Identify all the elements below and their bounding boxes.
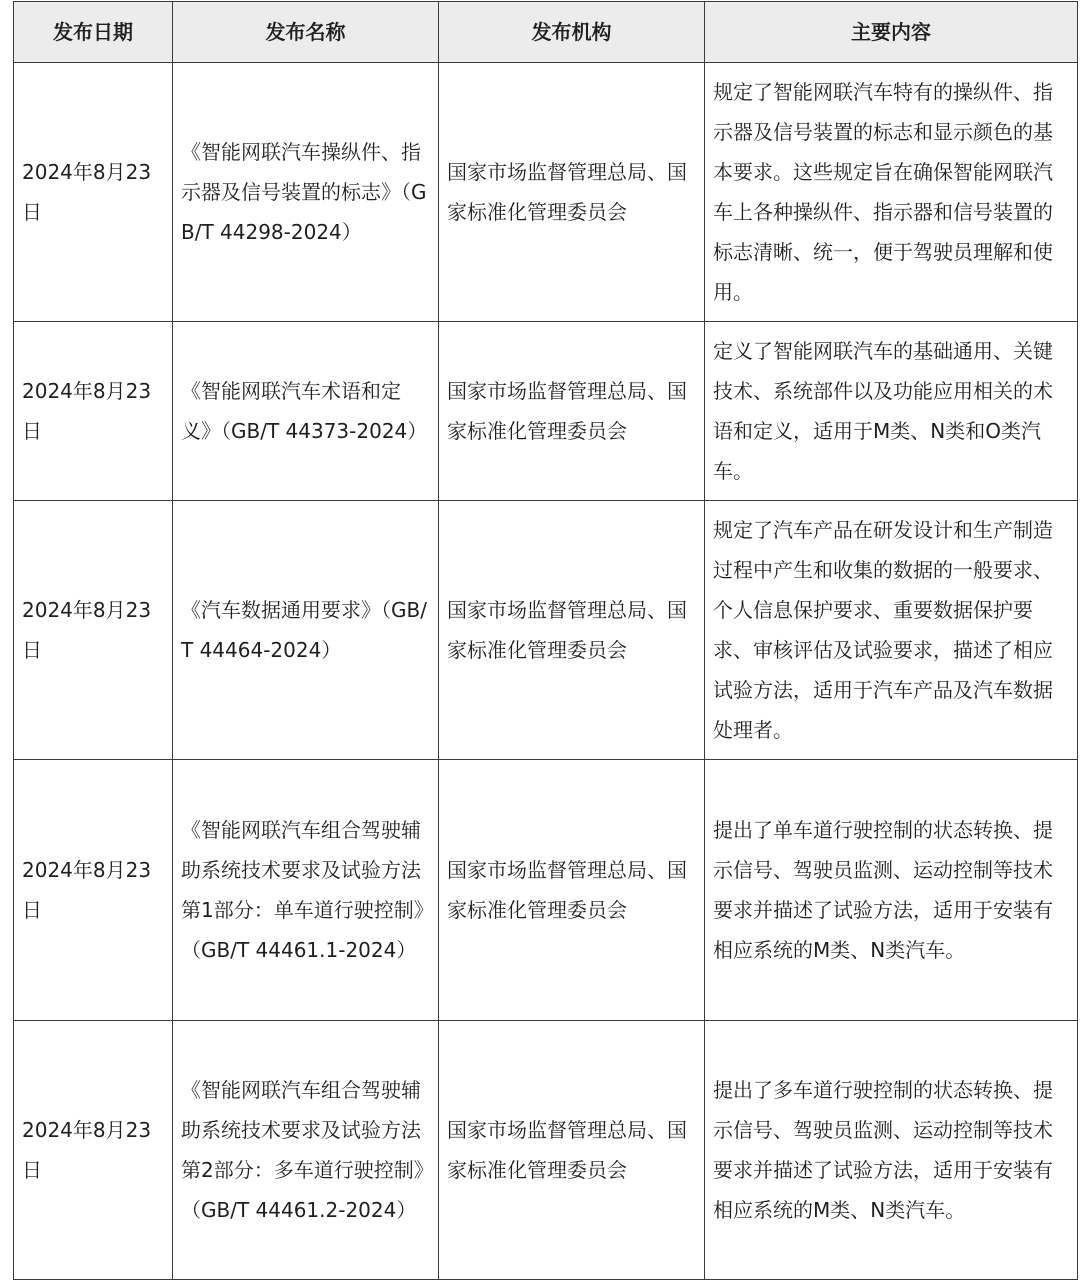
table-row (14, 760, 1078, 1021)
release-org-cell: 国家市场监督管理总局、国家标准化管理委员会 (439, 760, 705, 1021)
release-name-cell: 《智能网联汽车组合驾驶辅助系统技术要求及试验方法第2部分：多车道行驶控制》（GB/T 44461.2-2024） (173, 1021, 439, 1280)
table-header-row (14, 2, 1078, 63)
release-org-cell: 国家市场监督管理总局、国家标准化管理委员会 (439, 322, 705, 501)
table-row (14, 63, 1078, 322)
release-org-cell: 国家市场监督管理总局、国家标准化管理委员会 (439, 1021, 705, 1280)
release-name-cell: 《智能网联汽车术语和定义》（GB/T 44373-2024） (173, 322, 439, 501)
header-release-name: 发布名称 (173, 2, 439, 63)
release-date-cell: 2024年8月23日 (14, 501, 173, 760)
release-org-cell: 国家市场监督管理总局、国家标准化管理委员会 (439, 63, 705, 322)
header-main-content: 主要内容 (705, 2, 1078, 63)
release-org-cell: 国家市场监督管理总局、国家标准化管理委员会 (439, 501, 705, 760)
release-date-cell: 2024年8月23日 (14, 322, 173, 501)
release-date-cell: 2024年8月23日 (14, 1021, 173, 1280)
release-name-cell: 《智能网联汽车操纵件、指示器及信号装置的标志》（GB/T 44298-2024） (173, 63, 439, 322)
main-content-cell: 规定了智能网联汽车特有的操纵件、指示器及信号装置的标志和显示颜色的基本要求。这些规定旨在确保智能网联汽车上各种操纵件、指示器和信号装置的标志清晰、统一，便于驾驶员理解和使用。 (705, 63, 1078, 322)
main-content-cell: 规定了汽车产品在研发设计和生产制造过程中产生和收集的数据的一般要求、个人信息保护要求、重要数据保护要求、审核评估及试验要求，描述了相应试验方法，适用于汽车产品及汽车数据处理者。 (705, 501, 1078, 760)
main-content-cell: 定义了智能网联汽车的基础通用、关键技术、系统部件以及功能应用相关的术语和定义，适用于M类、N类和O类汽车。 (705, 322, 1078, 501)
standards-table (13, 1, 1078, 1280)
release-date-cell: 2024年8月23日 (14, 760, 173, 1021)
header-release-org: 发布机构 (439, 2, 705, 63)
release-date-cell: 2024年8月23日 (14, 63, 173, 322)
header-release-date: 发布日期 (14, 2, 173, 63)
release-name-cell: 《汽车数据通用要求》（GB/T 44464-2024） (173, 501, 439, 760)
main-content-cell: 提出了单车道行驶控制的状态转换、提示信号、驾驶员监测、运动控制等技术要求并描述了试验方法，适用于安装有相应系统的M类、N类汽车。 (705, 760, 1078, 1021)
table-row (14, 322, 1078, 501)
table-row (14, 1021, 1078, 1280)
table-row (14, 501, 1078, 760)
release-name-cell: 《智能网联汽车组合驾驶辅助系统技术要求及试验方法第1部分：单车道行驶控制》（GB/T 44461.1-2024） (173, 760, 439, 1021)
main-content-cell: 提出了多车道行驶控制的状态转换、提示信号、驾驶员监测、运动控制等技术要求并描述了试验方法，适用于安装有相应系统的M类、N类汽车。 (705, 1021, 1078, 1280)
